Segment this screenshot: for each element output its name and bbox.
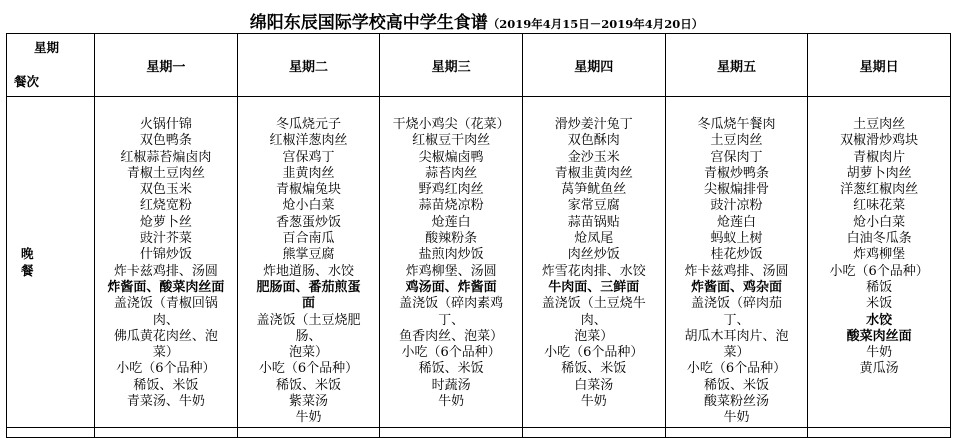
menu-item: 牛奶 bbox=[580, 394, 607, 410]
dinner-label-char-2: 餐 bbox=[21, 262, 34, 278]
menu-item: 牛奶 bbox=[723, 410, 750, 426]
menu-item: 宫保肉丁 bbox=[710, 149, 763, 165]
menu-item: 菜） bbox=[152, 345, 179, 361]
menu-item: 炸雪花肉排、水饺 bbox=[541, 263, 646, 279]
menu-item: 稀饭、米饭 bbox=[133, 377, 199, 393]
menu-item: 黄瓜汤 bbox=[859, 361, 899, 377]
day-header-tue: 星期二 bbox=[237, 34, 380, 97]
menu-item: 洋葱红椒肉丝 bbox=[840, 182, 919, 198]
menu-item: 蚂蚁上树 bbox=[710, 231, 763, 247]
menu-item: 面 bbox=[301, 296, 315, 312]
menu-item: 白油冬瓜条 bbox=[846, 231, 912, 247]
day-header-thu: 星期四 bbox=[522, 34, 665, 97]
menu-item: 水饺 bbox=[866, 312, 893, 328]
menu-item: 冬瓜烧午餐肉 bbox=[697, 117, 776, 132]
menu-item: 青椒土豆肉丝 bbox=[126, 165, 205, 181]
footer-cell bbox=[522, 427, 665, 437]
menu-item: 小吃（6个品种） bbox=[829, 263, 929, 279]
weekday-label: 星期 bbox=[34, 40, 60, 55]
dinner-label-char-1: 晚 bbox=[21, 245, 34, 261]
menu-item: 菜） bbox=[723, 345, 750, 361]
menu-cell-sun bbox=[808, 97, 951, 428]
menu-item: 百合南瓜 bbox=[282, 231, 335, 247]
menu-item: 鱼香肉丝、泡菜） bbox=[399, 328, 504, 344]
menu-item: 青椒煸兔块 bbox=[275, 182, 341, 198]
menu-item: 红椒蒜苔煸卤肉 bbox=[120, 149, 212, 165]
menu-item: 时蔬汤 bbox=[431, 377, 471, 393]
menu-cell-wed bbox=[380, 97, 523, 428]
menu-item: 稀饭、米饭 bbox=[561, 361, 627, 377]
menu-item: 桂花炒饭 bbox=[710, 247, 763, 263]
header-row bbox=[7, 34, 951, 97]
menu-item: 胡萝卜肉丝 bbox=[846, 165, 912, 181]
menu-item: 炸鸡柳堡 bbox=[853, 247, 906, 263]
menu-item: 青椒肉片 bbox=[853, 149, 906, 165]
menu-item: 红烧宽粉 bbox=[139, 198, 192, 214]
menu-item: 土豆肉丝 bbox=[853, 117, 906, 132]
menu-item: 青菜汤、牛奶 bbox=[126, 394, 205, 410]
menu-item: 小吃（6个品种） bbox=[686, 361, 787, 377]
menu-item: 熊掌豆腐 bbox=[282, 247, 335, 263]
menu-item: 肉、 bbox=[580, 312, 607, 328]
menu-item: 炸鸡柳堡、汤圆 bbox=[405, 263, 497, 279]
menu-item: 稀饭、米饭 bbox=[703, 377, 769, 393]
menu-item: 韭黄肉丝 bbox=[282, 165, 335, 181]
menu-item: 牛奶 bbox=[866, 345, 893, 361]
menu-item: 双色酥肉 bbox=[567, 133, 620, 149]
menu-item: 炝莲白 bbox=[716, 214, 756, 230]
footer-cell bbox=[7, 427, 95, 437]
menu-item: 炝莲白 bbox=[431, 214, 471, 230]
menu-item: 青椒炒鸭条 bbox=[703, 165, 769, 181]
menu-item: 炸卡兹鸡排、汤圆 bbox=[113, 263, 218, 279]
menu-item: 白菜汤 bbox=[574, 377, 614, 393]
menu-item: 滑炒姜汁兔丁 bbox=[554, 117, 633, 132]
menu-item: 稀饭、米饭 bbox=[418, 361, 484, 377]
footer-row bbox=[7, 427, 951, 437]
menu-item: 火锅什锦 bbox=[139, 117, 192, 132]
footer-cell bbox=[95, 427, 238, 437]
menu-cell-fri bbox=[665, 97, 808, 428]
menu-item: 红椒豆干肉丝 bbox=[412, 133, 491, 149]
corner-header bbox=[7, 34, 95, 97]
menu-item: 双色玉米 bbox=[139, 182, 192, 198]
menu-item: 蒜苗锅贴 bbox=[567, 214, 620, 230]
dinner-row bbox=[7, 97, 951, 428]
menu-item: 红椒洋葱肉丝 bbox=[269, 133, 348, 149]
menu-item: 双椒滑炒鸡块 bbox=[840, 133, 919, 149]
menu-item: 稀饭、米饭 bbox=[275, 377, 341, 393]
menu-item: 泡菜） bbox=[574, 328, 614, 344]
menu-item: 稀饭 bbox=[866, 279, 893, 295]
menu-item: 蒜苗烧凉粉 bbox=[418, 198, 484, 214]
menu-item: 牛肉面、三鲜面 bbox=[548, 279, 640, 295]
menu-item: 什锦炒饭 bbox=[139, 247, 192, 263]
menu-item: 肠、 bbox=[295, 328, 322, 344]
menu-item: 蒜苔肉丝 bbox=[425, 165, 478, 181]
menu-item: 炝凤尾 bbox=[574, 231, 614, 247]
menu-item: 青椒韭黄肉丝 bbox=[554, 165, 633, 181]
menu-item: 土豆肉丝 bbox=[710, 133, 763, 149]
menu-item: 丁、 bbox=[438, 312, 465, 328]
menu-item: 豉汁凉粉 bbox=[710, 198, 763, 214]
menu-item: 盖浇饭（土豆烧肥 bbox=[256, 312, 361, 328]
menu-item: 双色鸭条 bbox=[139, 133, 192, 149]
day-header-wed: 星期三 bbox=[380, 34, 523, 97]
menu-item: 肉、 bbox=[152, 312, 179, 328]
footer-cell bbox=[808, 427, 951, 437]
menu-item: 牛奶 bbox=[295, 410, 322, 426]
menu-item: 盖浇饭（碎肉茄 bbox=[690, 296, 782, 312]
menu-item: 炸地道肠、水饺 bbox=[262, 263, 354, 279]
menu-item: 炸卡兹鸡排、汤圆 bbox=[684, 263, 789, 279]
menu-item: 红味花菜 bbox=[853, 198, 906, 214]
menu-cell-tue bbox=[237, 97, 380, 428]
menu-item: 肉丝炒饭 bbox=[567, 247, 620, 263]
menu-title: 绵阳东辰国际学校高中学生食谱 bbox=[249, 13, 488, 33]
menu-item: 紫菜汤 bbox=[288, 394, 328, 410]
day-header-sun: 星期日 bbox=[808, 34, 951, 97]
menu-item: 小吃（6个品种） bbox=[544, 345, 644, 361]
menu-item: 盐煎肉炒饭 bbox=[418, 247, 484, 263]
menu-cell-mon bbox=[95, 97, 238, 428]
menu-item: 酸辣粉条 bbox=[425, 231, 478, 247]
menu-item: 豉汁芥菜 bbox=[139, 231, 192, 247]
menu-item: 香葱蛋炒饭 bbox=[275, 214, 341, 230]
menu-item: 小吃（6个品种） bbox=[401, 345, 501, 361]
menu-cell-thu bbox=[522, 97, 665, 428]
menu-item: 宫保鸡丁 bbox=[282, 149, 335, 165]
menu-item: 野鸡红肉丝 bbox=[418, 182, 484, 198]
menu-item: 莴笋鱿鱼丝 bbox=[561, 182, 627, 198]
menu-item: 酸菜肉丝面 bbox=[846, 328, 912, 344]
page-title bbox=[0, 8, 953, 33]
menu-table bbox=[6, 33, 951, 438]
menu-item: 米饭 bbox=[866, 296, 893, 312]
menu-item: 炝萝卜丝 bbox=[139, 214, 192, 230]
menu-item: 炸酱面、酸菜肉丝面 bbox=[107, 279, 225, 295]
menu-item: 干烧小鸡尖（花菜） bbox=[392, 117, 510, 132]
menu-item: 炸酱面、鸡杂面 bbox=[690, 279, 782, 295]
menu-item: 金沙玉米 bbox=[567, 149, 620, 165]
menu-item: 胡瓜木耳肉片、泡 bbox=[684, 328, 789, 344]
day-header-mon: 星期一 bbox=[95, 34, 238, 97]
menu-item: 牛奶 bbox=[438, 394, 465, 410]
date-range: （2019年4月15日－2019年4月20日） bbox=[487, 17, 704, 31]
menu-item: 佛瓜黄花肉丝、泡 bbox=[113, 328, 218, 344]
menu-item: 家常豆腐 bbox=[567, 198, 620, 214]
footer-cell bbox=[237, 427, 380, 437]
dinner-label bbox=[7, 97, 95, 428]
menu-item: 盖浇饭（土豆烧牛 bbox=[541, 296, 646, 312]
menu-item: 鸡汤面、炸酱面 bbox=[405, 279, 497, 295]
menu-item: 炝小白菜 bbox=[282, 198, 335, 214]
menu-item: 冬瓜烧元子 bbox=[275, 117, 341, 132]
footer-cell bbox=[380, 427, 523, 437]
footer-cell bbox=[665, 427, 808, 437]
menu-item: 小吃（6个品种） bbox=[258, 361, 359, 377]
menu-item: 酸菜粉丝汤 bbox=[703, 394, 769, 410]
menu-item: 尖椒煸排骨 bbox=[703, 182, 769, 198]
menu-item: 尖椒煸卤鸭 bbox=[418, 149, 484, 165]
menu-item: 炝小白菜 bbox=[853, 214, 906, 230]
day-header-fri: 星期五 bbox=[665, 34, 808, 97]
menu-item: 肥肠面、番茄煎蛋 bbox=[256, 279, 361, 295]
meal-label: 餐次 bbox=[14, 74, 40, 89]
menu-item: 盖浇饭（碎肉素鸡 bbox=[399, 296, 504, 312]
menu-item: 泡菜） bbox=[288, 345, 328, 361]
menu-item: 丁、 bbox=[723, 312, 750, 328]
menu-item: 小吃（6个品种） bbox=[116, 361, 216, 377]
menu-item: 盖浇饭（青椒回锅 bbox=[113, 296, 218, 312]
